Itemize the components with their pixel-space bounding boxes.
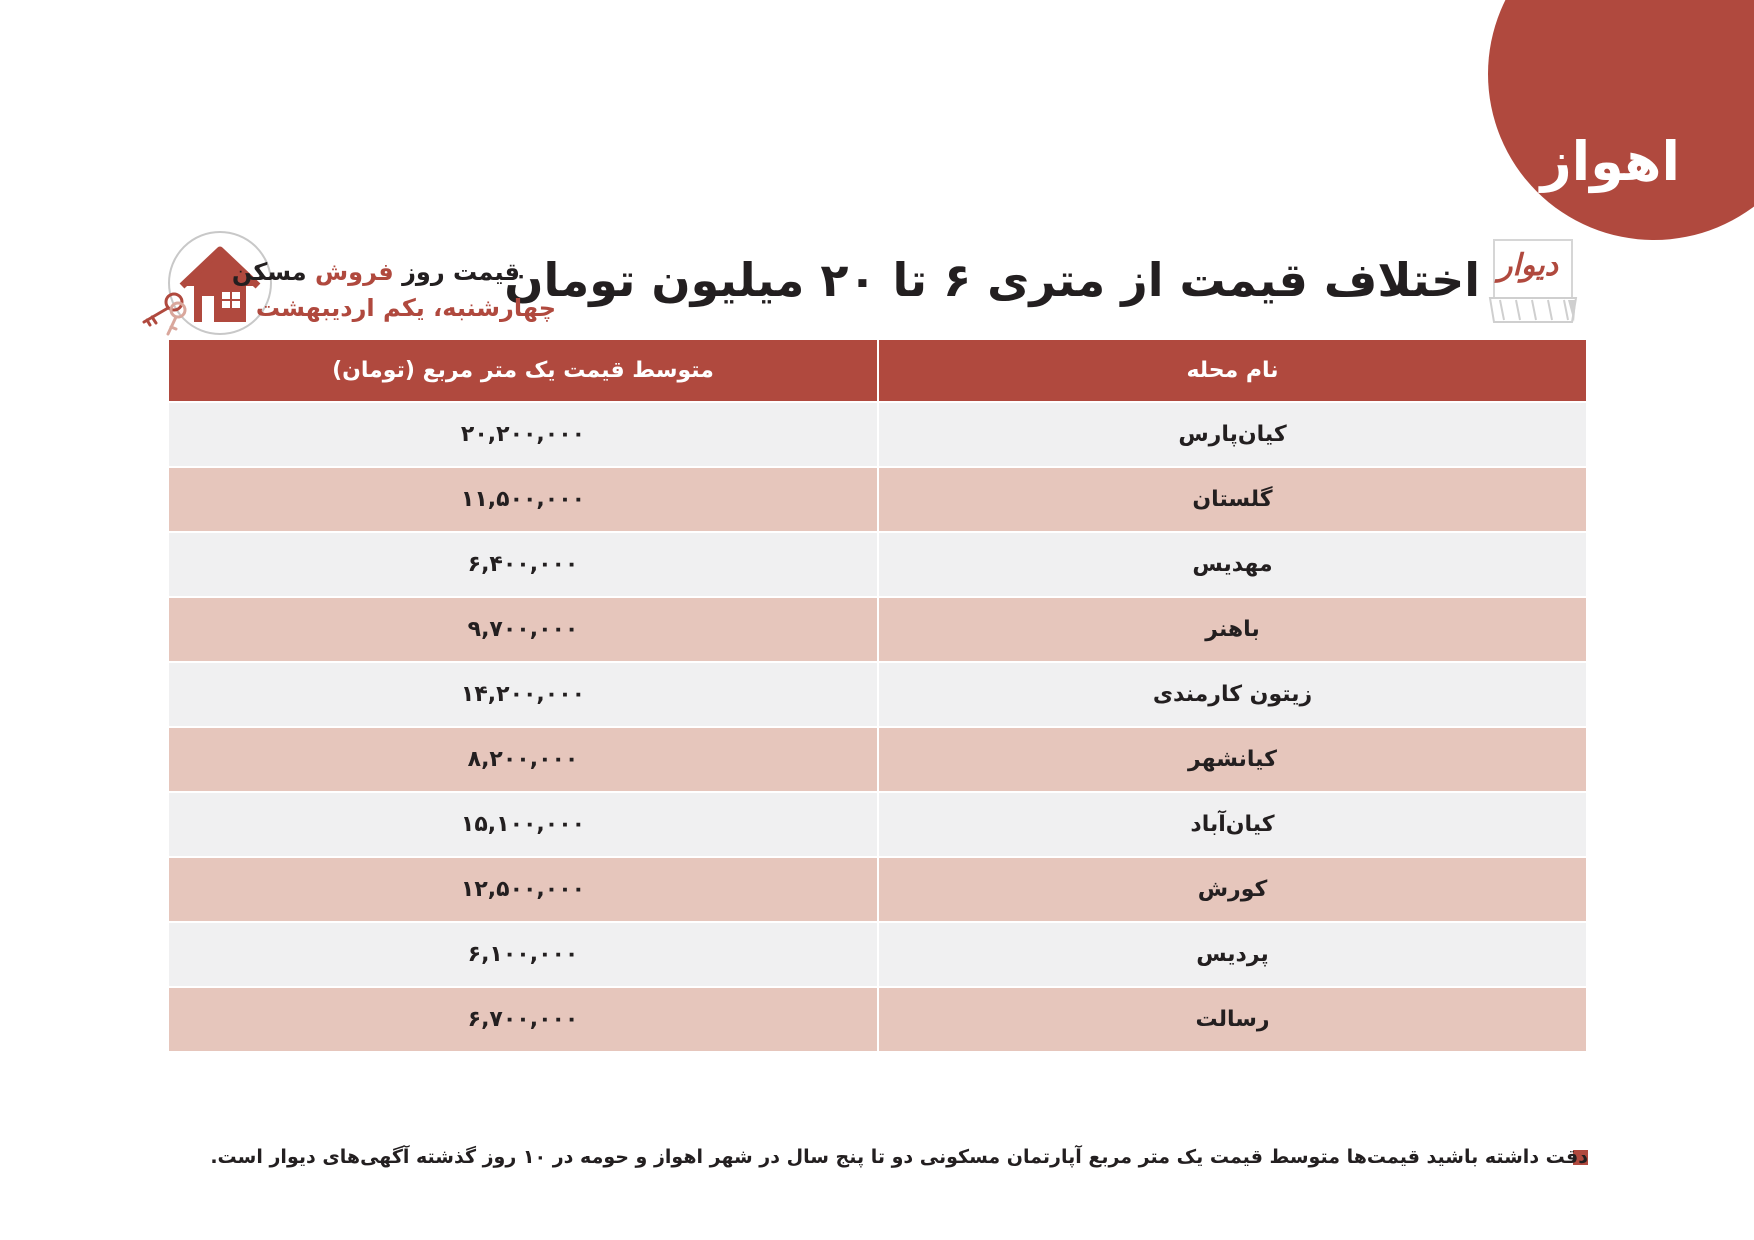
price-cell: ۸,۲۰۰,۰۰۰ (169, 727, 878, 792)
table-row (169, 597, 1586, 662)
subtitle-accent: فروش (315, 258, 394, 286)
subtitle-prefix: قیمت روز (402, 258, 520, 286)
price-cell: ۱۴,۲۰۰,۰۰۰ (169, 662, 878, 727)
footnote: دقت داشته باشید قیمت‌ها متوسط قیمت یک متر مربع آپارتمان مسکونی دو تا پنج سال در شهر اهواز و حومه در ۱۰ روز گذشته آگهی‌های دیوار است. (210, 1146, 1588, 1168)
table-row (169, 727, 1586, 792)
neighborhood-cell: کیان‌آباد (878, 792, 1586, 857)
price-cell: ۱۵,۱۰۰,۰۰۰ (169, 792, 878, 857)
table-row (169, 467, 1586, 532)
brand-name: دیوار (1498, 248, 1559, 283)
neighborhood-cell: مهدیس (878, 532, 1586, 597)
neighborhood-cell: رسالت (878, 987, 1586, 1052)
table-row (169, 662, 1586, 727)
table-row (169, 532, 1586, 597)
price-cell: ۹,۷۰۰,۰۰۰ (169, 597, 878, 662)
neighborhood-cell: زیتون کارمندی (878, 662, 1586, 727)
header-price: متوسط قیمت یک متر مربع (تومان) (169, 340, 878, 402)
price-cell: ۶,۷۰۰,۰۰۰ (169, 987, 878, 1052)
page-title: اختلاف قیمت از متری ۶ تا ۲۰ میلیون تومان (504, 253, 1480, 307)
subtitle-date: چهارشنبه، یکم اردیبهشت (255, 294, 556, 322)
neighborhood-cell: کورش (878, 857, 1586, 922)
neighborhood-cell: گلستان (878, 467, 1586, 532)
table-row (169, 922, 1586, 987)
neighborhood-cell: پردیس (878, 922, 1586, 987)
table-row (169, 857, 1586, 922)
city-badge (1488, 0, 1754, 240)
neighborhood-cell: باهنر (878, 597, 1586, 662)
table-header-row (169, 340, 1586, 402)
price-table (169, 340, 1586, 1053)
price-cell: ۱۲,۵۰۰,۰۰۰ (169, 857, 878, 922)
table-row (169, 987, 1586, 1052)
subtitle-suffix: مسکن (231, 258, 307, 286)
subtitle-price-label (232, 258, 520, 286)
price-cell: ۶,۴۰۰,۰۰۰ (169, 532, 878, 597)
neighborhood-cell: کیان‌پارس (878, 402, 1586, 467)
price-cell: ۱۱,۵۰۰,۰۰۰ (169, 467, 878, 532)
price-cell: ۲۰,۲۰۰,۰۰۰ (169, 402, 878, 467)
price-cell: ۶,۱۰۰,۰۰۰ (169, 922, 878, 987)
table-row (169, 792, 1586, 857)
city-name: اهواز (1540, 130, 1680, 193)
neighborhood-cell: کیانشهر (878, 727, 1586, 792)
table-row (169, 402, 1586, 467)
header-neighborhood: نام محله (878, 340, 1586, 402)
